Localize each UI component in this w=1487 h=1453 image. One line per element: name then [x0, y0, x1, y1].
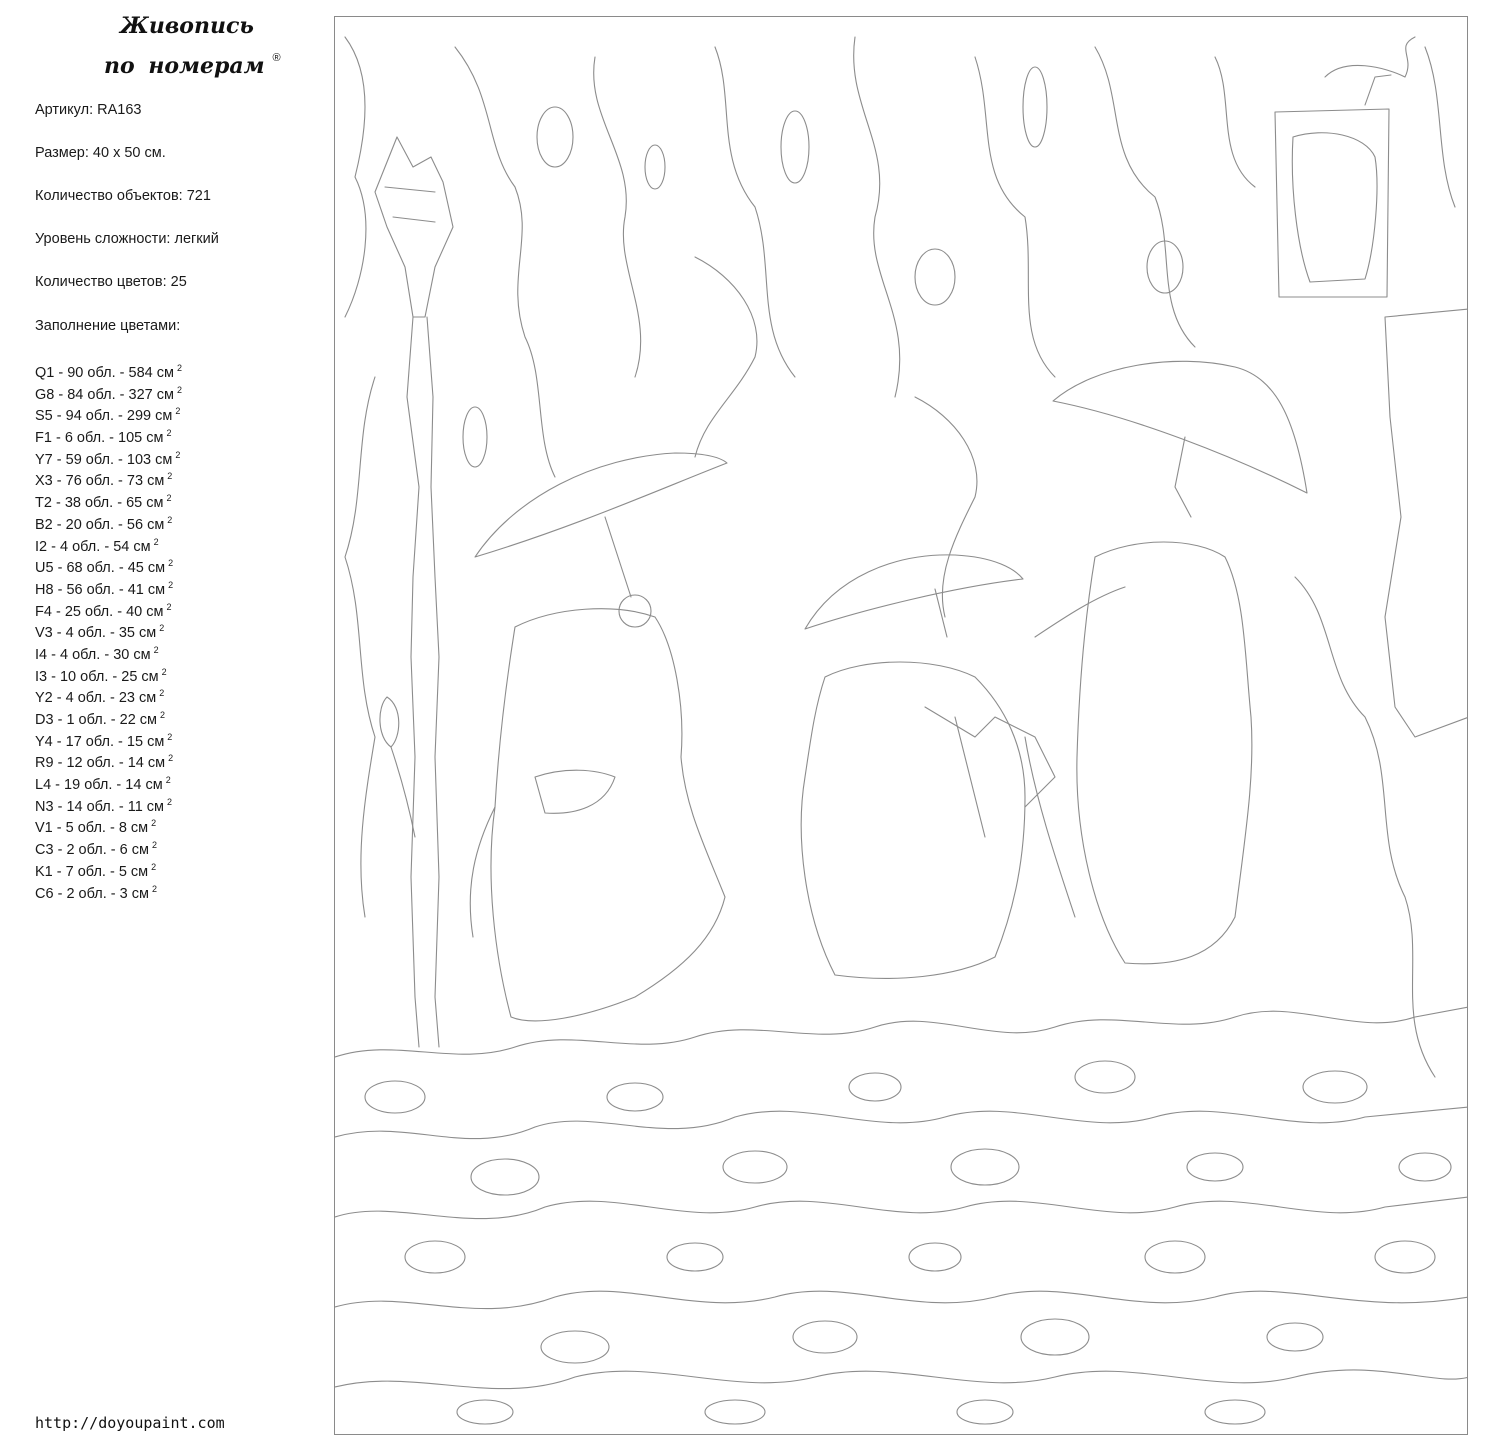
color-code: G8: [35, 386, 55, 403]
color-code: F4: [35, 603, 52, 620]
registered-mark: ®: [272, 52, 281, 64]
color-area-size: 14 см: [127, 755, 166, 772]
difficulty-label: Уровень сложности :: [35, 231, 174, 247]
color-area-size: 35 см: [118, 625, 157, 642]
color-code: S5: [35, 408, 53, 425]
color-area-size: 22 см: [119, 712, 158, 728]
color-area-count: 5 обл.: [65, 820, 106, 837]
color-fill-row: T2 - 38 обл. - 65 см $^2$: [35, 493, 172, 512]
color-fill-row: U5 - 68 обл. - 45 см $^2$: [35, 558, 174, 577]
color-area-count: 19 обл.: [64, 777, 113, 794]
color-code: Y7: [35, 451, 53, 468]
info-panel: [0, 0, 330, 1453]
square-unit-mark: 2: [167, 471, 173, 482]
square-unit-mark: 2: [168, 579, 174, 590]
ground-leaves-outline: [335, 1007, 1468, 1424]
square-unit-mark: 2: [166, 493, 172, 504]
article-value: RA163: [97, 102, 142, 118]
color-code: L4: [35, 777, 52, 794]
umbrella-middle-outline: [805, 555, 1023, 637]
colors-label: Количество цветов :: [35, 274, 171, 290]
colors-value: 25: [170, 274, 187, 290]
objects-label: Количество объектов :: [35, 188, 187, 204]
size-info: [35, 144, 166, 162]
color-fill-row: D3 - 1 обл. - 22 см $^2$: [35, 710, 166, 728]
color-code: I4: [35, 646, 48, 663]
color-area-size: 6 см: [119, 842, 149, 859]
color-fill-row: C6 - 2 обл. - 3 см $^2$: [35, 883, 157, 902]
color-code: C6: [35, 885, 54, 902]
color-code: I2: [35, 538, 48, 555]
color-fill-title: Заполнение цветами:: [35, 318, 181, 334]
color-fill-row: B2 - 20 обл. - 56 см $^2$: [35, 514, 173, 533]
size-label: Размер :: [35, 145, 93, 161]
color-area-size: 41 см: [127, 581, 166, 598]
color-fill-row: Q1 - 90 обл. - 584 см $^2$: [35, 363, 182, 381]
color-fill-row: Y2 - 4 обл. - 23 см $^2$: [35, 688, 165, 707]
color-area-size: 15 см: [126, 733, 165, 750]
brand-line-2: по номерам: [104, 53, 265, 79]
square-unit-mark: 2: [167, 796, 173, 807]
color-area-size: 56 см: [126, 516, 165, 533]
color-area-size: 105 см: [118, 430, 164, 447]
color-area-size: 11 см: [127, 798, 165, 815]
color-area-count: 76 обл.: [65, 473, 115, 490]
coloring-canvas: [334, 16, 1468, 1435]
colors-info: [35, 273, 187, 291]
square-unit-mark: 2: [166, 601, 172, 612]
color-area-count: 10 обл.: [59, 668, 109, 685]
street-lamp-outline: [375, 137, 453, 1047]
color-area-size: 30 см: [113, 646, 151, 663]
color-area-count: 12 обл.: [66, 755, 115, 772]
color-code: X3: [35, 473, 53, 490]
square-unit-mark: 2: [176, 363, 182, 373]
color-fill-row: S5 - 94 обл. - 299 см $^2$: [35, 406, 181, 425]
color-area-count: 38 обл.: [64, 495, 114, 512]
square-unit-mark: 2: [153, 644, 159, 655]
square-unit-mark: 2: [166, 428, 172, 439]
line-art-picture: [335, 17, 1468, 1435]
square-unit-mark: 2: [160, 710, 166, 720]
color-code: C3: [35, 842, 54, 859]
brand-line-1: Живопись: [120, 13, 254, 39]
color-fill-row: F4 - 25 обл. - 40 см $^2$: [35, 601, 172, 620]
color-area-count: 6 обл.: [64, 430, 106, 447]
square-unit-mark: 2: [165, 775, 171, 786]
color-area-count: 4 обл.: [65, 625, 106, 642]
square-unit-mark: 2: [159, 623, 165, 634]
color-area-size: 299 см: [126, 408, 173, 425]
color-area-size: 103 см: [126, 451, 173, 468]
brand-logo: [96, 10, 296, 82]
color-fill-row: I4 - 4 обл. - 30 см $^2$: [35, 644, 159, 663]
color-area-size: 3 см: [119, 885, 149, 902]
square-unit-mark: 2: [168, 558, 174, 569]
color-fill-row: R9 - 12 обл. - 14 см $^2$: [35, 753, 174, 772]
color-area-count: 68 обл.: [66, 560, 115, 577]
color-area-count: 17 обл.: [65, 733, 115, 750]
article-info: [35, 101, 141, 119]
color-fill-row: H8 - 56 обл. - 41 см $^2$: [35, 579, 174, 598]
color-area-count: 4 обл.: [59, 646, 101, 663]
square-unit-mark: 2: [176, 384, 182, 395]
color-fill-row: G8 - 84 обл. - 327 см $^2$: [35, 384, 182, 403]
color-fill-row: C3 - 2 обл. - 6 см $^2$: [35, 840, 157, 859]
color-fill-row: Y4 - 17 обл. - 15 см $^2$: [35, 731, 173, 750]
objects-info: [35, 187, 211, 205]
lantern-outline: [1275, 37, 1415, 297]
square-unit-mark: 2: [151, 861, 157, 872]
color-code: I3: [35, 668, 48, 685]
color-area-size: 40 см: [126, 603, 164, 620]
color-fill-row: V1 - 5 обл. - 8 см $^2$: [35, 818, 157, 837]
square-unit-mark: 2: [151, 840, 157, 851]
color-area-size: 25 см: [121, 668, 159, 685]
color-area-size: 73 см: [126, 473, 165, 490]
color-fill-row: I3 - 10 обл. - 25 см $^2$: [35, 666, 167, 685]
pillar-outline: [1385, 309, 1468, 737]
color-code: R9: [35, 755, 54, 772]
color-area-count: 56 обл.: [66, 581, 115, 598]
color-area-count: 2 обл.: [66, 885, 107, 902]
square-unit-mark: 2: [168, 753, 174, 764]
color-fill-row: Y7 - 59 обл. - 103 см $^2$: [35, 449, 181, 468]
color-area-count: 84 обл.: [67, 386, 116, 403]
color-area-count: 25 обл.: [64, 603, 114, 620]
color-code: K1: [35, 863, 53, 880]
color-area-size: 14 см: [125, 777, 163, 794]
color-code: T2: [35, 495, 52, 512]
color-code: N3: [35, 798, 54, 815]
umbrella-left-outline: [475, 453, 727, 627]
umbrella-right-outline: [1053, 361, 1307, 517]
color-code: D3: [35, 712, 54, 728]
color-area-size: 45 см: [127, 560, 166, 577]
color-area-count: 20 обл.: [65, 516, 115, 533]
foliage-outline: [345, 37, 1455, 1077]
website-link[interactable]: http://doyoupaint.com: [35, 1414, 225, 1432]
color-area-size: 8 см: [118, 820, 149, 837]
square-unit-mark: 2: [175, 449, 181, 460]
square-unit-mark: 2: [161, 666, 167, 677]
square-unit-mark: 2: [151, 883, 157, 894]
color-code: Y2: [35, 690, 53, 707]
figure-left-outline: [470, 609, 725, 1021]
color-fill-row: N3 - 14 обл. - 11 см $^2$: [35, 796, 173, 815]
square-unit-mark: 2: [153, 536, 159, 547]
color-fill-row: K1 - 7 обл. - 5 см $^2$: [35, 861, 157, 880]
color-area-count: 7 обл.: [65, 863, 106, 880]
color-area-count: 4 обл.: [65, 690, 106, 707]
color-area-size: 23 см: [118, 690, 157, 707]
color-area-count: 2 обл.: [66, 842, 107, 859]
square-unit-mark: 2: [159, 688, 165, 699]
color-area-size: 584 см: [128, 365, 174, 381]
color-code: B2: [35, 516, 53, 533]
color-area-count: 14 обл.: [66, 798, 115, 815]
color-code: U5: [35, 560, 54, 577]
size-value: 40 х 50 см.: [92, 145, 166, 161]
color-area-count: 1 обл.: [66, 712, 107, 728]
color-area-size: 54 см: [113, 538, 151, 555]
square-unit-mark: 2: [175, 406, 181, 417]
color-code: V1: [35, 820, 53, 837]
color-area-count: 94 обл.: [65, 408, 115, 425]
square-unit-mark: 2: [167, 731, 173, 742]
color-code: Y4: [35, 733, 53, 750]
color-code: V3: [35, 625, 53, 642]
color-fill-row: L4 - 19 обл. - 14 см $^2$: [35, 775, 171, 794]
color-code: F1: [35, 430, 52, 447]
color-area-count: 4 обл.: [59, 538, 101, 555]
square-unit-mark: 2: [151, 818, 157, 829]
color-area-size: 65 см: [126, 495, 164, 512]
color-area-size: 5 см: [118, 863, 149, 880]
color-code: Q1: [35, 365, 55, 381]
difficulty-info: [35, 230, 219, 248]
color-fill-row: F1 - 6 обл. - 105 см $^2$: [35, 428, 172, 447]
color-fill-row: V3 - 4 обл. - 35 см $^2$: [35, 623, 165, 642]
color-fill-row: I2 - 4 обл. - 54 см $^2$: [35, 536, 159, 555]
objects-value: 721: [186, 188, 211, 204]
square-unit-mark: 2: [167, 514, 173, 525]
color-area-size: 327 см: [128, 386, 174, 403]
color-code: H8: [35, 581, 54, 598]
figure-right-outline: [1025, 542, 1252, 964]
color-area-count: 90 обл.: [67, 365, 116, 381]
color-fill-row: X3 - 76 обл. - 73 см $^2$: [35, 471, 173, 490]
article-label: Артикул :: [35, 102, 97, 118]
color-fill-list: [35, 358, 182, 900]
color-area-count: 59 обл.: [65, 451, 115, 468]
difficulty-value: легкий: [174, 231, 219, 247]
figure-middle-outline: [801, 662, 1055, 978]
